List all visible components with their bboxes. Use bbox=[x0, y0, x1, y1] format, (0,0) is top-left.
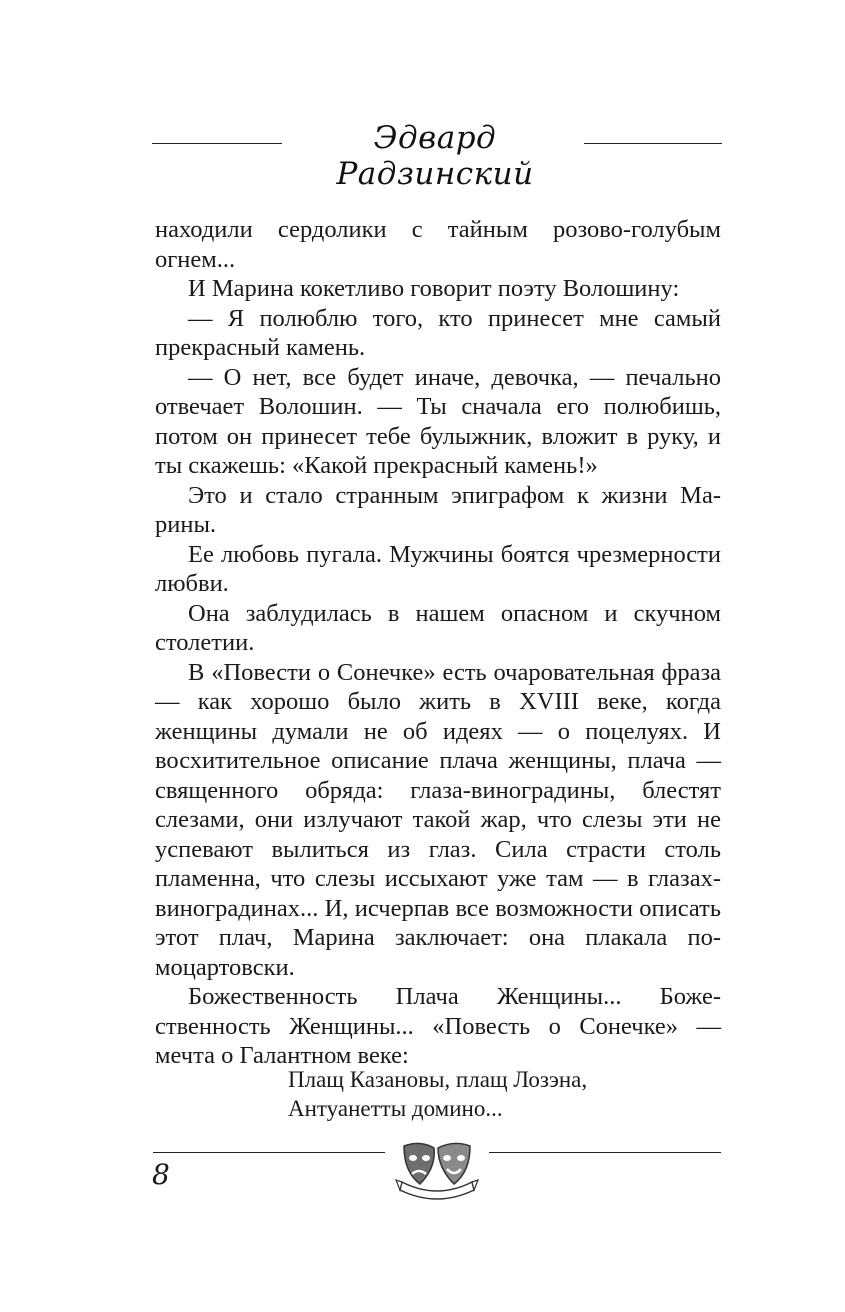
paragraph: Она заблудилась в нашем опасном и скучном столетии. bbox=[155, 599, 721, 656]
main-text bbox=[155, 215, 721, 1071]
footer-rule-left bbox=[153, 1152, 385, 1153]
paragraph: — Я полюблю того, кто принесет мне самый прекрасный камень. bbox=[155, 304, 721, 361]
paragraph: находили сердолики с тайным розово-голубым огнем... bbox=[155, 216, 721, 273]
paragraph: Это и стало странным эпиграфом к жизни Марины. bbox=[155, 481, 721, 538]
paragraph: И Марина кокетливо говорит поэту Волошину: bbox=[188, 275, 680, 302]
paragraph: В «Повести о Сонечке» есть очаровательная фраза — как хорошо было жить в XVIII веке, когда женщины думали не об идеях — о поцелуях. И восхитительное описание плача женщины, плача — священного обряда: глаза-виноградины, блестят слезами, они излучают такой жар, что слезы эти не успевают вылиться из глаз. Сила страсти столь пламенна, что слезы иссыхают уже там — в глазах-виноградинах... И, исчерпав все возможности описать этот плач, Марина заключает: она плакала по-моцартовски. bbox=[155, 658, 721, 981]
header-rule-right bbox=[584, 143, 722, 144]
page-number: 8 bbox=[152, 1158, 170, 1191]
running-header bbox=[152, 120, 722, 192]
verse-line: Плащ Казановы, плащ Лозэна, bbox=[288, 1067, 588, 1092]
author-name: Эдвард Радзинский bbox=[336, 120, 534, 192]
verse-quote bbox=[288, 1065, 587, 1123]
theater-masks-icon bbox=[394, 1138, 480, 1208]
footer-rule-right bbox=[489, 1152, 721, 1153]
header-rule-left bbox=[152, 143, 282, 144]
paragraph: Ее любовь пугала. Мужчины боятся чрезмерности любви. bbox=[155, 540, 721, 597]
paragraph: — О нет, все будет иначе, девочка, — печально отвечает Волошин. — Ты сначала его полюбишь, потом он принесет тебе булыжник, вложит в руку, и ты скажешь: «Какой прекрасный камень!» bbox=[155, 363, 721, 479]
verse-line: Антуанетты домино... bbox=[288, 1096, 503, 1121]
paragraph: Божественность Плача Женщины... Божественность Женщины... «Повесть о Сонечке» — мечта о Галантном веке: bbox=[155, 983, 721, 1069]
